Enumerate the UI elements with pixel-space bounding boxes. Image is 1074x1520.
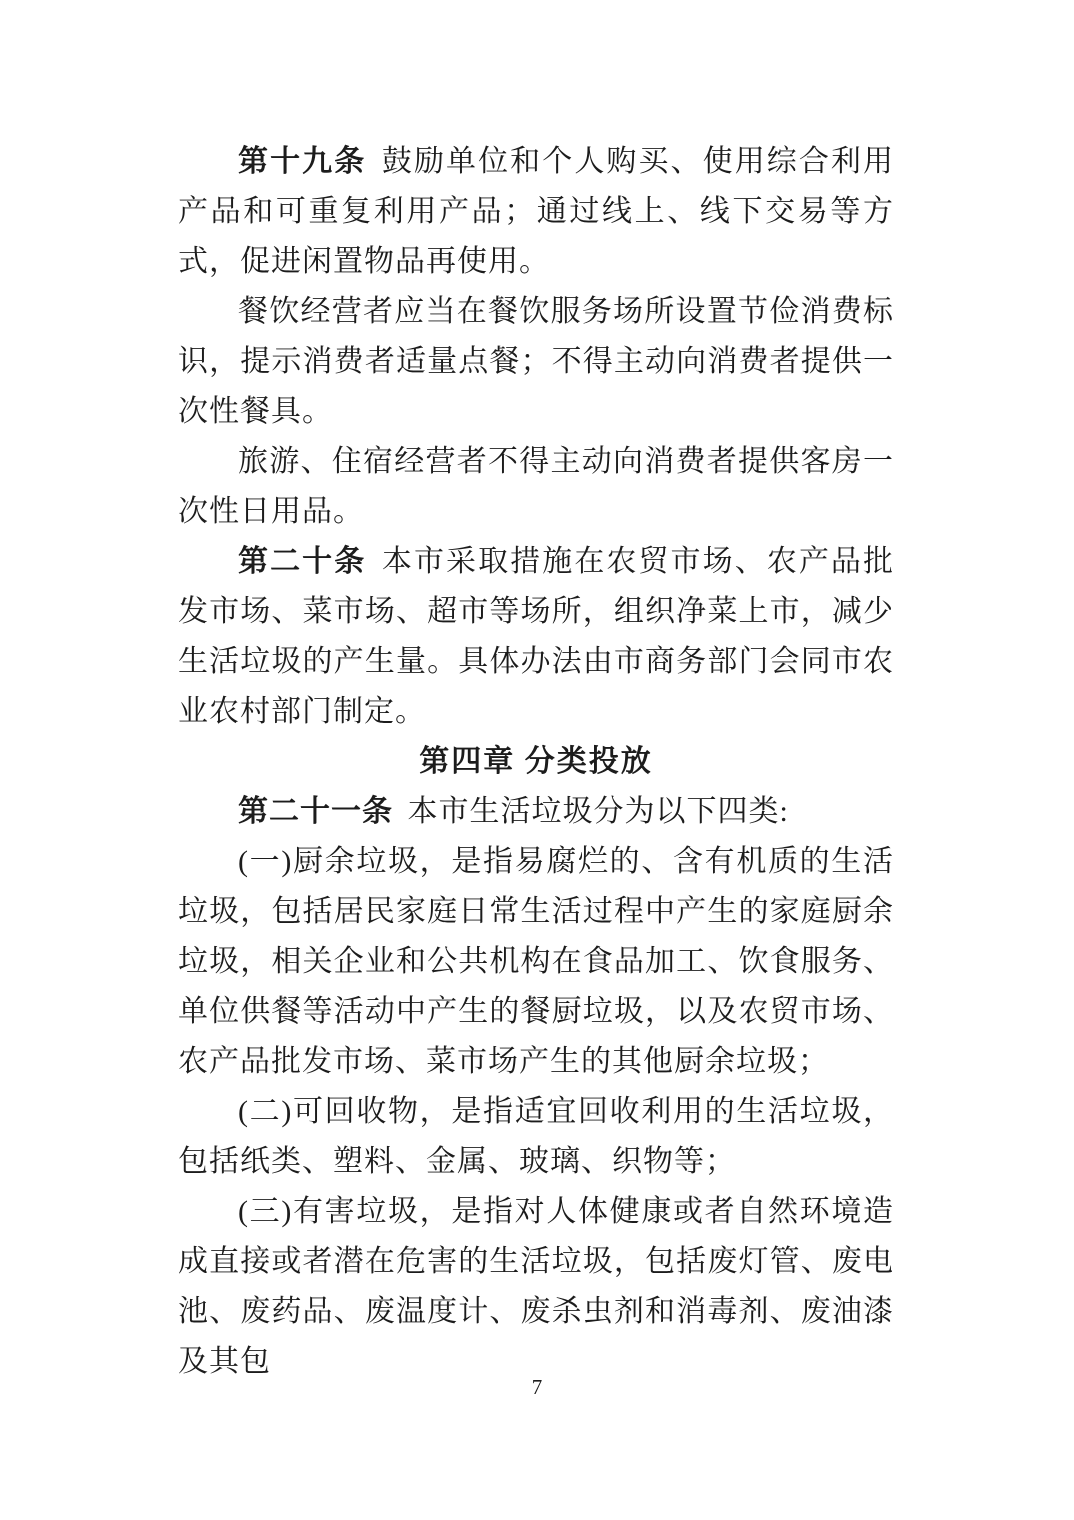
article-number-label: 第二十条	[238, 545, 367, 578]
body-paragraph: (一)厨余垃圾，是指易腐烂的、含有机质的生活垃圾，包括居民家庭日常生活过程中产生的家庭厨余垃圾，相关企业和公共机构在食品加工、饮食服务、单位供餐等活动中产生的餐厨垃圾，以及农贸市场、农产品批发市场、菜市场产生的其他厨余垃圾；	[178, 845, 894, 1078]
body-paragraph: 餐饮经营者应当在餐饮服务场所设置节俭消费标识，提示消费者适量点餐；不得主动向消费者提供一次性餐具。	[178, 295, 894, 428]
article-paragraph: 第二十条 本市采取措施在农贸市场、农产品批发市场、菜市场、超市等场所，组织净菜上市，减少生活垃圾的产生量。具体办法由市商务部门会同市农业农村部门制定。	[178, 545, 895, 728]
chapter-heading: 第四章 分类投放	[419, 745, 653, 778]
page-number: 7	[531, 1375, 543, 1399]
body-paragraph: (三)有害垃圾，是指对人体健康或者自然环境造成直接或者潜在危害的生活垃圾，包括废灯管、废电池、废药品、废温度计、废杀虫剂和消毒剂、废油漆及其包	[178, 1195, 894, 1378]
body-paragraph: 旅游、住宿经营者不得主动向消费者提供客房一次性日用品。	[178, 445, 894, 528]
article-paragraph: 第十九条 鼓励单位和个人购买、使用综合利用产品和可重复利用产品；通过线上、线下交易等方式，促进闲置物品再使用。	[178, 145, 895, 278]
body-paragraph: (二)可回收物，是指适宜回收利用的生活垃圾，包括纸类、塑料、金属、玻璃、织物等；	[178, 1095, 894, 1178]
document-body	[178, 137, 894, 1387]
article-number-label: 第十九条	[238, 145, 367, 178]
article-number-label: 第二十一条	[238, 795, 393, 828]
article-paragraph: 第二十一条 本市生活垃圾分为以下四类:	[238, 795, 789, 828]
